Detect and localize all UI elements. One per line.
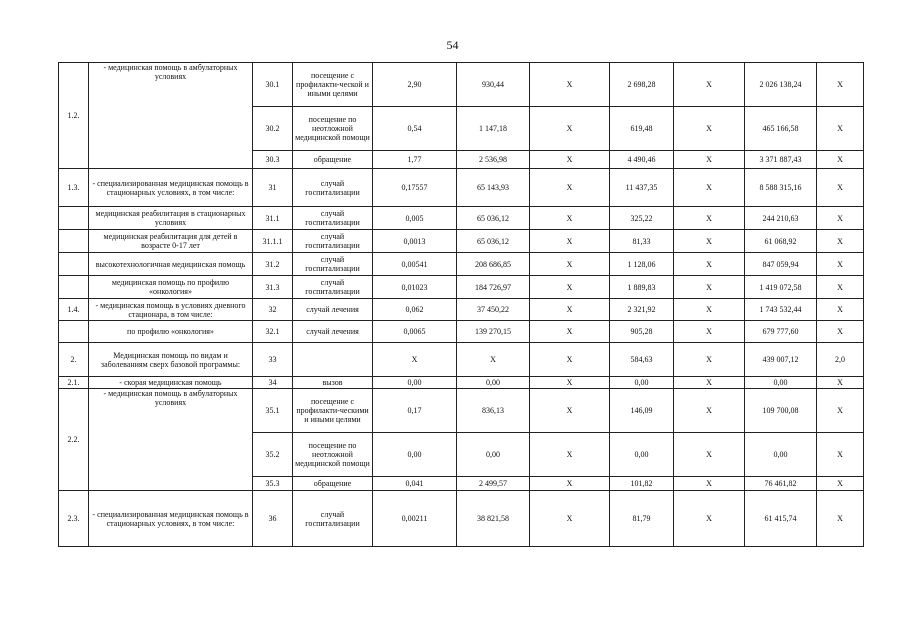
table-row	[59, 377, 864, 389]
row-name: - медицинская помощь в амбулаторных условиях	[89, 63, 253, 169]
row-code: 31.3	[253, 276, 293, 299]
table-row	[59, 299, 864, 321]
cell-value: 0,01023	[373, 276, 457, 299]
cell-value: X	[530, 389, 610, 433]
row-unit: случай госпитализации	[293, 491, 373, 547]
cell-value: 65 143,93	[457, 169, 530, 207]
row-number: 1.3.	[59, 169, 89, 207]
cell-value: 0,062	[373, 299, 457, 321]
cell-value: X	[817, 230, 864, 253]
row-unit: случай госпитализации	[293, 253, 373, 276]
cell-value: 930,44	[457, 63, 530, 107]
row-code: 31.1	[253, 207, 293, 230]
row-number: 2.2.	[59, 389, 89, 491]
cell-value: 439 007,12	[745, 343, 817, 377]
row-name: - специализированная медицинская помощь в стационарных условиях, в том числе:	[89, 491, 253, 547]
cell-value: 61 415,74	[745, 491, 817, 547]
cell-value: X	[457, 343, 530, 377]
row-code: 35.2	[253, 433, 293, 477]
row-name: - специализированная медицинская помощь в стационарных условиях, в том числе:	[89, 169, 253, 207]
cell-value: 244 210,63	[745, 207, 817, 230]
cell-value: X	[817, 377, 864, 389]
cell-value: 0,00	[610, 433, 674, 477]
row-number: 2.	[59, 343, 89, 377]
cell-value: 76 461,82	[745, 477, 817, 491]
row-name: медицинская реабилитация в стационарных условиях	[89, 207, 253, 230]
row-unit: обращение	[293, 477, 373, 491]
cell-value: 61 068,92	[745, 230, 817, 253]
cell-value: 465 166,58	[745, 107, 817, 151]
row-code: 32.1	[253, 321, 293, 343]
row-name: - медицинская помощь в амбулаторных условиях	[89, 389, 253, 491]
row-name: - скорая медицинская помощь	[89, 377, 253, 389]
page-number: 54	[446, 38, 459, 52]
cell-value: X	[817, 151, 864, 169]
cell-value: X	[530, 477, 610, 491]
row-unit: случай лечения	[293, 321, 373, 343]
cell-value: 0,00541	[373, 253, 457, 276]
table-row	[59, 63, 864, 107]
cell-value: 836,13	[457, 389, 530, 433]
cell-value: 208 686,85	[457, 253, 530, 276]
row-number	[59, 230, 89, 253]
row-number	[59, 207, 89, 230]
cell-value: 584,63	[610, 343, 674, 377]
row-unit: посещение по неотложной медицинской помощи	[293, 107, 373, 151]
row-unit: случай госпитализации	[293, 169, 373, 207]
cell-value: X	[530, 230, 610, 253]
row-name: по профилю «онкология»	[89, 321, 253, 343]
cell-value: 81,33	[610, 230, 674, 253]
cell-value: X	[530, 343, 610, 377]
row-code: 33	[253, 343, 293, 377]
cell-value: X	[817, 433, 864, 477]
row-unit: посещение по неотложной медицинской помощи	[293, 433, 373, 477]
cell-value: X	[530, 321, 610, 343]
row-unit	[293, 343, 373, 377]
cell-value: X	[674, 477, 745, 491]
cell-value: X	[817, 491, 864, 547]
cell-value: 1 419 072,58	[745, 276, 817, 299]
cell-value: 2 536,98	[457, 151, 530, 169]
row-unit: случай госпитализации	[293, 276, 373, 299]
cell-value: 65 036,12	[457, 207, 530, 230]
row-code: 30.2	[253, 107, 293, 151]
row-code: 36	[253, 491, 293, 547]
row-name: Медицинская помощь по видам и заболеваниям сверх базовой программы:	[89, 343, 253, 377]
cell-value: X	[674, 107, 745, 151]
cell-value: X	[530, 207, 610, 230]
cell-value: 0,0013	[373, 230, 457, 253]
cell-value: 0,54	[373, 107, 457, 151]
cell-value: 0,00	[610, 377, 674, 389]
row-code: 30.1	[253, 63, 293, 107]
cell-value: X	[530, 107, 610, 151]
cell-value: X	[530, 433, 610, 477]
row-name: - медицинская помощь в условиях дневного стационара, в том числе:	[89, 299, 253, 321]
cell-value: 8 588 315,16	[745, 169, 817, 207]
cell-value: 0,00	[745, 433, 817, 477]
cell-value: X	[674, 230, 745, 253]
cell-value: X	[817, 63, 864, 107]
row-number	[59, 253, 89, 276]
cell-value: X	[817, 389, 864, 433]
cell-value: 0,00	[373, 377, 457, 389]
cell-value: X	[674, 63, 745, 107]
cell-value: 4 490,46	[610, 151, 674, 169]
cell-value: 109 700,08	[745, 389, 817, 433]
cell-value: 65 036,12	[457, 230, 530, 253]
cell-value: 0,0065	[373, 321, 457, 343]
row-number	[59, 276, 89, 299]
cell-value: 1 889,83	[610, 276, 674, 299]
cell-value: 0,00211	[373, 491, 457, 547]
cell-value: X	[530, 151, 610, 169]
cell-value: 1 128,06	[610, 253, 674, 276]
cell-value: 146,09	[610, 389, 674, 433]
row-number	[59, 321, 89, 343]
row-code: 35.3	[253, 477, 293, 491]
cell-value: X	[530, 253, 610, 276]
row-unit: обращение	[293, 151, 373, 169]
cell-value: 619,48	[610, 107, 674, 151]
row-name: медицинская помощь по профилю «онкология»	[89, 276, 253, 299]
row-number: 2.1.	[59, 377, 89, 389]
row-number: 1.4.	[59, 299, 89, 321]
cell-value: 11 437,35	[610, 169, 674, 207]
cell-value: 3 371 887,43	[745, 151, 817, 169]
cell-value: X	[817, 107, 864, 151]
table-row	[59, 207, 864, 230]
cell-value: 81,79	[610, 491, 674, 547]
cell-value: 0,00	[457, 433, 530, 477]
row-code: 32	[253, 299, 293, 321]
cell-value: 2 321,92	[610, 299, 674, 321]
cell-value: X	[817, 299, 864, 321]
row-code: 35.1	[253, 389, 293, 433]
cell-value: X	[674, 433, 745, 477]
cell-value: 847 059,94	[745, 253, 817, 276]
table-row	[59, 389, 864, 433]
cell-value: 2 026 138,24	[745, 63, 817, 107]
cell-value: 325,22	[610, 207, 674, 230]
table-row	[59, 169, 864, 207]
cell-value: X	[817, 253, 864, 276]
cell-value: 0,005	[373, 207, 457, 230]
cell-value: 905,28	[610, 321, 674, 343]
cell-value: 0,17557	[373, 169, 457, 207]
cell-value: X	[530, 276, 610, 299]
row-unit: посещение с профилакти-ческой и иными целями	[293, 63, 373, 107]
row-code: 31.1.1	[253, 230, 293, 253]
row-unit: случай госпитализации	[293, 207, 373, 230]
cell-value: 0,00	[745, 377, 817, 389]
table-row	[59, 253, 864, 276]
cell-value: X	[674, 299, 745, 321]
cell-value: 0,17	[373, 389, 457, 433]
cell-value: 2 499,57	[457, 477, 530, 491]
cell-value: X	[674, 151, 745, 169]
cell-value: X	[674, 276, 745, 299]
cell-value: X	[817, 169, 864, 207]
cell-value: 1 147,18	[457, 107, 530, 151]
cell-value: X	[817, 276, 864, 299]
row-code: 31	[253, 169, 293, 207]
row-unit: посещение с профилакти-ческими и иными целями	[293, 389, 373, 433]
cell-value: X	[530, 63, 610, 107]
cell-value: X	[674, 389, 745, 433]
table-row	[59, 343, 864, 377]
row-unit: вызов	[293, 377, 373, 389]
cell-value: X	[674, 253, 745, 276]
cell-value: 37 450,22	[457, 299, 530, 321]
cell-value: 679 777,60	[745, 321, 817, 343]
cell-value: X	[674, 321, 745, 343]
cell-value: X	[530, 491, 610, 547]
row-code: 31.2	[253, 253, 293, 276]
row-name: медицинская реабилитация для детей в возрасте 0-17 лет	[89, 230, 253, 253]
cell-value: X	[817, 207, 864, 230]
cell-value: X	[530, 377, 610, 389]
cell-value: 0,041	[373, 477, 457, 491]
cell-value: X	[674, 343, 745, 377]
cell-value: 1 743 532,44	[745, 299, 817, 321]
cell-value: X	[373, 343, 457, 377]
table-row	[59, 276, 864, 299]
cell-value: X	[817, 477, 864, 491]
row-number: 2.3.	[59, 491, 89, 547]
row-unit: случай госпитализации	[293, 230, 373, 253]
table-row	[59, 491, 864, 547]
cell-value: 0,00	[373, 433, 457, 477]
cell-value: 101,82	[610, 477, 674, 491]
cell-value: X	[674, 169, 745, 207]
row-code: 30.3	[253, 151, 293, 169]
cell-value: 139 270,15	[457, 321, 530, 343]
cell-value: X	[674, 377, 745, 389]
cell-value: X	[674, 207, 745, 230]
cell-value: 2 698,28	[610, 63, 674, 107]
row-code: 34	[253, 377, 293, 389]
cell-value: 2,90	[373, 63, 457, 107]
cell-value: 1,77	[373, 151, 457, 169]
table-row	[59, 230, 864, 253]
cell-value: 2,0	[817, 343, 864, 377]
row-name: высокотехнологичная медицинская помощь	[89, 253, 253, 276]
table-row	[59, 321, 864, 343]
cell-value: X	[530, 169, 610, 207]
cell-value: X	[674, 491, 745, 547]
row-unit: случай лечения	[293, 299, 373, 321]
cell-value: X	[817, 321, 864, 343]
cell-value: X	[530, 299, 610, 321]
cell-value: 184 726,97	[457, 276, 530, 299]
financing-table	[58, 62, 864, 547]
cell-value: 38 821,58	[457, 491, 530, 547]
row-number: 1.2.	[59, 63, 89, 169]
cell-value: 0,00	[457, 377, 530, 389]
